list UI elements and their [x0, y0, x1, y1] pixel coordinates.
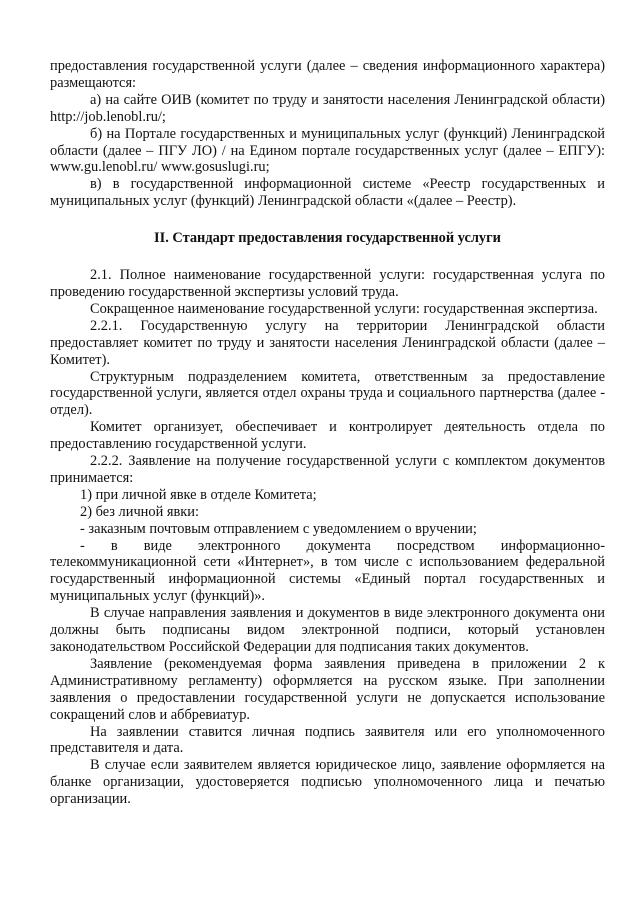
paragraph-2-2-1: 2.2.1. Государственную услугу на территории Ленинградской области предоставляет комитет по труду и занятости населения Ленинградской области (далее – Комитет).: [50, 317, 605, 368]
electronic-signature-paragraph: В случае направления заявления и документов в виде электронного документа они должны быть подписаны видом электронной подписи, который установлен законодательством Российской Федерации для подписания таких документов.: [50, 605, 605, 655]
item-a-paragraph: а) на сайте ОИВ (комитет по труду и занятости населения Ленинградской области) http://job.lenobl.ru/;: [50, 91, 605, 125]
section-heading: II. Стандарт предоставления государственной услуги: [154, 230, 501, 247]
item-c-paragraph: в) в государственной информационной системе «Реестр государственных и муниципальных услуг (функций) Ленинградской области «(далее – Реестр).: [50, 176, 605, 210]
list-item-electronic: - в виде электронного документа посредством информационно-телекоммуникационной сети «Интернет», в том числе с использованием федеральной государственный информационной системы «Единый портал государственных и муниципальных услуг (функций)».: [50, 537, 605, 605]
intro-paragraph: предоставления государственной услуги (далее – сведения информационного характера) размещаются:: [50, 58, 605, 91]
list-item-remote: 2) без личной явки:: [80, 503, 199, 520]
application-form-paragraph: Заявление (рекомендуемая форма заявления приведена в приложении 2 к Административному регламенту) оформляется на русском языке. При заполнении заявления о предоставлении государственной услуги не допускается использование сокращений слов и аббревиатур.: [50, 655, 605, 723]
legal-entity-paragraph: В случае если заявителем является юридическое лицо, заявление оформляется на бланке организации, удостоверяется подписью уполномоченного лица и печатью организации.: [50, 757, 605, 808]
item-b-paragraph: б) на Портале государственных и муниципальных услуг (функций) Ленинградской области (далее – ПГУ ЛО) / на Едином портале государственных услуг (далее – ЕПГУ): www.gu.lenobl.ru/ www.gosuslugi.ru;: [50, 125, 605, 176]
list-item-personal: 1) при личной явке в отделе Комитета;: [80, 486, 317, 503]
list-item-mail: - заказным почтовым отправлением с уведомлением о вручении;: [80, 520, 477, 537]
document-page: [50, 58, 605, 808]
committee-organizes-paragraph: Комитет организует, обеспечивает и контролирует деятельность отдела по предоставлению государственной услуги.: [50, 419, 605, 453]
paragraph-2-2-2: 2.2.2. Заявление на получение государственной услуги с комплектом документов принимается:: [50, 453, 605, 486]
paragraph-2-1: 2.1. Полное наименование государственной услуги: государственная услуга по проведению государственной экспертизы условий труда.: [50, 267, 605, 300]
signature-paragraph: На заявлении ставится личная подпись заявителя или его уполномоченного представителя и дата.: [50, 723, 605, 757]
short-name-paragraph: Сокращенное наименование государственной услуги: государственная экспертиза.: [90, 300, 598, 317]
structural-unit-paragraph: Структурным подразделением комитета, ответственным за предоставление государственной услуги, является отдел охраны труда и социального партнерства (далее - отдел).: [50, 368, 605, 419]
